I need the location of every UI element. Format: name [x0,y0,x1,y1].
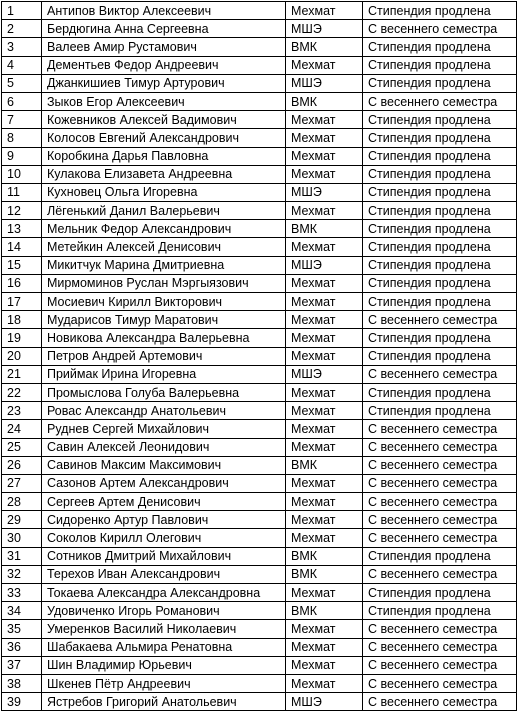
student-name: Кухновец Ольга Игоревна [42,183,286,201]
table-row [2,584,517,602]
row-number: 2 [2,20,42,38]
scholarship-status: Стипендия продлена [363,165,517,183]
student-name: Новикова Александра Валерьевна [42,329,286,347]
table-row [2,383,517,401]
table-row [2,365,517,383]
row-number: 27 [2,474,42,492]
faculty: Мехмат [286,420,363,438]
table-row [2,38,517,56]
scholarship-status: Стипендия продлена [363,274,517,292]
scholarship-status: Стипендия продлена [363,383,517,401]
student-name: Валеев Амир Рустамович [42,38,286,56]
row-number: 34 [2,602,42,620]
table-row [2,56,517,74]
student-name: Ястребов Григорий Анатольевич [42,693,286,711]
table-row [2,329,517,347]
faculty: МШЭ [286,74,363,92]
row-number: 32 [2,565,42,583]
faculty: МШЭ [286,20,363,38]
row-number: 31 [2,547,42,565]
scholarship-status: С весеннего семестра [363,474,517,492]
student-name: Сидоренко Артур Павлович [42,511,286,529]
scholarship-status: Стипендия продлена [363,547,517,565]
faculty: Мехмат [286,293,363,311]
row-number: 12 [2,202,42,220]
faculty: Мехмат [286,638,363,656]
table-row [2,293,517,311]
student-name: Савинов Максим Максимович [42,456,286,474]
scholarship-status: С весеннего семестра [363,529,517,547]
table-row [2,438,517,456]
scholarship-status: Стипендия продлена [363,147,517,165]
row-number: 26 [2,456,42,474]
scholarship-status: С весеннего семестра [363,420,517,438]
faculty: ВМК [286,602,363,620]
scholarship-status: С весеннего семестра [363,620,517,638]
faculty: Мехмат [286,438,363,456]
faculty: Мехмат [286,620,363,638]
row-number: 39 [2,693,42,711]
student-name: Терехов Иван Александрович [42,565,286,583]
student-name: Руднев Сергей Михайлович [42,420,286,438]
row-number: 16 [2,274,42,292]
faculty: Мехмат [286,474,363,492]
student-name: Лёгенький Данил Валерьевич [42,202,286,220]
faculty: Мехмат [286,402,363,420]
row-number: 29 [2,511,42,529]
student-name: Кожевников Алексей Вадимович [42,111,286,129]
faculty: МШЭ [286,256,363,274]
student-name: Петров Андрей Артемович [42,347,286,365]
row-number: 14 [2,238,42,256]
row-number: 38 [2,674,42,692]
row-number: 17 [2,293,42,311]
row-number: 24 [2,420,42,438]
student-name: Мельник Федор Александрович [42,220,286,238]
faculty: Мехмат [286,347,363,365]
table-row [2,474,517,492]
row-number: 23 [2,402,42,420]
table-row [2,565,517,583]
student-name: Умеренков Василий Николаевич [42,620,286,638]
scholarship-status: С весеннего семестра [363,365,517,383]
student-name: Сазонов Артем Александрович [42,474,286,492]
student-name: Мосиевич Кирилл Викторович [42,293,286,311]
faculty: Мехмат [286,674,363,692]
row-number: 35 [2,620,42,638]
scholarship-status: С весеннего семестра [363,674,517,692]
faculty: Мехмат [286,329,363,347]
student-name: Сергеев Артем Денисович [42,493,286,511]
table-row [2,602,517,620]
scholarship-status: Стипендия продлена [363,129,517,147]
student-name: Микитчук Марина Дмитриевна [42,256,286,274]
faculty: ВМК [286,38,363,56]
faculty: Мехмат [286,147,363,165]
scholarship-status: С весеннего семестра [363,438,517,456]
table-row [2,674,517,692]
faculty: Мехмат [286,274,363,292]
row-number: 33 [2,584,42,602]
row-number: 28 [2,493,42,511]
row-number: 36 [2,638,42,656]
table-row [2,511,517,529]
faculty: Мехмат [286,165,363,183]
student-name: Мирмоминов Руслан Мэргыязович [42,274,286,292]
row-number: 13 [2,220,42,238]
scholarship-table [1,1,517,711]
row-number: 25 [2,438,42,456]
row-number: 18 [2,311,42,329]
table-row [2,220,517,238]
row-number: 8 [2,129,42,147]
row-number: 11 [2,183,42,201]
row-number: 15 [2,256,42,274]
scholarship-status: Стипендия продлена [363,2,517,20]
faculty: Мехмат [286,238,363,256]
faculty: МШЭ [286,183,363,201]
table-row [2,256,517,274]
table-row [2,165,517,183]
student-name: Бердюгина Анна Сергеевна [42,20,286,38]
student-name: Кулакова Елизавета Андреевна [42,165,286,183]
scholarship-status: С весеннего семестра [363,311,517,329]
scholarship-status: Стипендия продлена [363,220,517,238]
scholarship-status: С весеннего семестра [363,565,517,583]
table-row [2,620,517,638]
scholarship-status: Стипендия продлена [363,183,517,201]
scholarship-status: Стипендия продлена [363,293,517,311]
row-number: 6 [2,92,42,110]
faculty: ВМК [286,547,363,565]
row-number: 7 [2,111,42,129]
student-name: Токаева Александра Александровна [42,584,286,602]
scholarship-status: С весеннего семестра [363,456,517,474]
student-name: Антипов Виктор Алексеевич [42,2,286,20]
table-row [2,274,517,292]
student-name: Коробкина Дарья Павловна [42,147,286,165]
table-row [2,202,517,220]
table-row [2,2,517,20]
table-row [2,183,517,201]
faculty: Мехмат [286,584,363,602]
row-number: 3 [2,38,42,56]
faculty: МШЭ [286,693,363,711]
faculty: Мехмат [286,656,363,674]
scholarship-status: Стипендия продлена [363,256,517,274]
student-name: Сотников Дмитрий Михайлович [42,547,286,565]
scholarship-status: Стипендия продлена [363,38,517,56]
table-row [2,656,517,674]
student-name: Шабакаева Альмира Ренатовна [42,638,286,656]
table-row [2,238,517,256]
student-name: Удовиченко Игорь Романович [42,602,286,620]
scholarship-status: С весеннего семестра [363,493,517,511]
student-name: Зыков Егор Алексеевич [42,92,286,110]
student-name: Дементьев Федор Андреевич [42,56,286,74]
row-number: 4 [2,56,42,74]
scholarship-status: Стипендия продлена [363,584,517,602]
table-row [2,74,517,92]
table-row [2,92,517,110]
table-row [2,693,517,711]
table-row [2,529,517,547]
faculty: ВМК [286,220,363,238]
table-row [2,547,517,565]
scholarship-status: С весеннего семестра [363,656,517,674]
faculty: Мехмат [286,511,363,529]
scholarship-status: С весеннего семестра [363,693,517,711]
scholarship-status: Стипендия продлена [363,111,517,129]
student-name: Шин Владимир Юрьевич [42,656,286,674]
scholarship-status: Стипендия продлена [363,202,517,220]
scholarship-status: Стипендия продлена [363,74,517,92]
faculty: Мехмат [286,2,363,20]
scholarship-status: Стипендия продлена [363,402,517,420]
table-row [2,147,517,165]
student-name: Шкенев Пётр Андреевич [42,674,286,692]
row-number: 37 [2,656,42,674]
faculty: Мехмат [286,529,363,547]
row-number: 19 [2,329,42,347]
scholarship-status: Стипендия продлена [363,238,517,256]
faculty: Мехмат [286,311,363,329]
table-row [2,638,517,656]
table-row [2,311,517,329]
faculty: ВМК [286,92,363,110]
table-row [2,129,517,147]
scholarship-status: С весеннего семестра [363,20,517,38]
table-row [2,493,517,511]
student-name: Метейкин Алексей Денисович [42,238,286,256]
faculty: ВМК [286,456,363,474]
row-number: 5 [2,74,42,92]
row-number: 9 [2,147,42,165]
table-row [2,347,517,365]
table-row [2,111,517,129]
student-name: Колосов Евгений Александрович [42,129,286,147]
faculty: Мехмат [286,493,363,511]
row-number: 20 [2,347,42,365]
student-name: Соколов Кирилл Олегович [42,529,286,547]
student-name: Савин Алексей Леонидович [42,438,286,456]
row-number: 30 [2,529,42,547]
scholarship-status: Стипендия продлена [363,329,517,347]
table-row [2,420,517,438]
table-row [2,402,517,420]
scholarship-status: Стипендия продлена [363,56,517,74]
student-name: Промыслова Голуба Валерьевна [42,383,286,401]
table-row [2,456,517,474]
student-name: Приймак Ирина Игоревна [42,365,286,383]
row-number: 10 [2,165,42,183]
scholarship-status: С весеннего семестра [363,511,517,529]
faculty: Мехмат [286,111,363,129]
faculty: ВМК [286,565,363,583]
table-row [2,20,517,38]
faculty: Мехмат [286,383,363,401]
table-body [2,2,517,711]
row-number: 1 [2,2,42,20]
faculty: Мехмат [286,56,363,74]
scholarship-status: С весеннего семестра [363,92,517,110]
row-number: 21 [2,365,42,383]
faculty: Мехмат [286,129,363,147]
faculty: МШЭ [286,365,363,383]
student-name: Ровас Александр Анатольевич [42,402,286,420]
scholarship-status: Стипендия продлена [363,602,517,620]
scholarship-status: С весеннего семестра [363,638,517,656]
student-name: Джанкишиев Тимур Артурович [42,74,286,92]
student-name: Мударисов Тимур Маратович [42,311,286,329]
row-number: 22 [2,383,42,401]
scholarship-status: Стипендия продлена [363,347,517,365]
faculty: Мехмат [286,202,363,220]
